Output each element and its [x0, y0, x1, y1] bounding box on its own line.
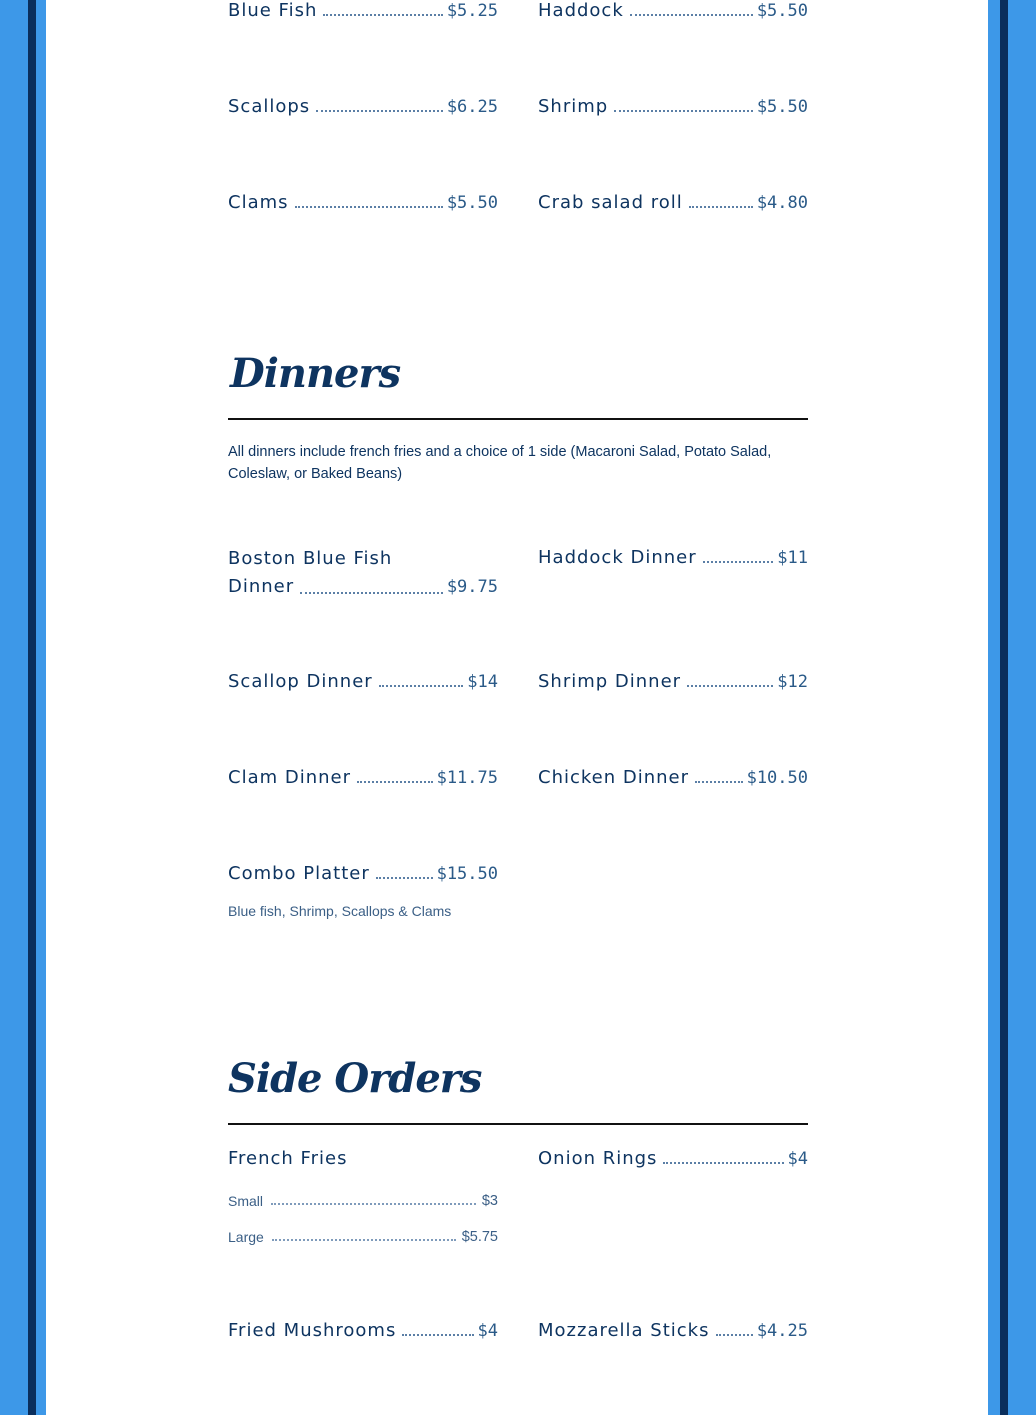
leader-dots	[379, 685, 464, 687]
leader-dots	[272, 1239, 456, 1241]
menu-item	[228, 545, 498, 601]
item-price: $11.75	[436, 768, 498, 788]
item-description: Blue fish, Shrimp, Scallops & Clams	[228, 903, 452, 919]
item-price: $4	[787, 1149, 808, 1169]
left-border-inner	[36, 0, 46, 1415]
item-price: $9.75	[446, 577, 498, 597]
item-name-line2: Dinner	[228, 576, 295, 597]
item-name: Clams	[228, 192, 289, 213]
item-name: Scallops	[228, 96, 311, 117]
leader-dots	[716, 1334, 753, 1336]
leader-dots	[687, 685, 773, 687]
leader-dots	[689, 206, 753, 208]
item-name: Scallop Dinner	[228, 671, 373, 692]
left-border-outer	[0, 0, 28, 1415]
menu-item	[228, 192, 498, 213]
item-price: $5.50	[446, 193, 498, 213]
leader-dots	[695, 781, 743, 783]
right-border-inner	[988, 0, 1000, 1415]
item-price: $5.25	[446, 1, 498, 21]
menu-item	[538, 767, 808, 788]
item-name: Chicken Dinner	[538, 767, 690, 788]
item-name: Crab salad roll	[538, 192, 683, 213]
size-price: $3	[481, 1193, 498, 1209]
menu-item	[228, 1320, 498, 1341]
leader-dots	[614, 110, 753, 112]
size-option	[228, 1193, 498, 1209]
item-price: $4	[477, 1321, 498, 1341]
leader-dots	[357, 781, 433, 783]
leader-dots	[376, 877, 433, 879]
leader-dots	[316, 110, 443, 112]
section-divider	[228, 418, 808, 420]
dinners-note: All dinners include french fries and a choice of 1 side (Macaroni Salad, Potato Salad, Coleslaw, or Baked Beans)	[228, 444, 772, 482]
item-name: Combo Platter	[228, 863, 370, 884]
right-border-stripe	[1000, 0, 1008, 1415]
item-price: $6.25	[446, 97, 498, 117]
item-name: Blue Fish	[228, 0, 318, 21]
item-name: Shrimp Dinner	[538, 671, 682, 692]
item-name-line1: Boston Blue Fish	[228, 548, 393, 569]
left-border-stripe	[28, 0, 36, 1415]
section-title-side-orders: Side Orders	[228, 1055, 482, 1102]
size-label: Small	[228, 1193, 264, 1209]
section-title-dinners: Dinners	[230, 350, 401, 397]
leader-dots	[703, 561, 774, 563]
item-name: Onion Rings	[538, 1148, 658, 1169]
menu-item	[538, 547, 808, 568]
item-name: Clam Dinner	[228, 767, 352, 788]
menu-item	[538, 96, 808, 117]
menu-item	[228, 0, 498, 21]
menu-item	[228, 671, 498, 692]
item-price: $10.50	[746, 768, 808, 788]
leader-dots	[295, 206, 443, 208]
item-price: $5.50	[756, 1, 808, 21]
menu-item	[538, 0, 808, 21]
menu-item	[538, 671, 808, 692]
size-option	[228, 1229, 498, 1245]
item-price: $15.50	[436, 864, 498, 884]
right-border-outer	[1008, 0, 1036, 1415]
item-name: Mozzarella Sticks	[538, 1320, 710, 1341]
item-name: French Fries	[228, 1148, 348, 1169]
leader-dots	[271, 1203, 476, 1205]
item-price: $4.25	[756, 1321, 808, 1341]
section-divider	[228, 1123, 808, 1125]
item-price: $12	[777, 672, 808, 692]
item-price: $5.50	[756, 97, 808, 117]
menu-item	[228, 1148, 498, 1169]
leader-dots	[323, 14, 442, 16]
menu-item	[228, 767, 498, 788]
item-price: $14	[467, 672, 498, 692]
item-name: Haddock Dinner	[538, 547, 697, 568]
leader-dots	[300, 592, 443, 594]
menu-item	[538, 192, 808, 213]
item-name: Fried Mushrooms	[228, 1320, 397, 1341]
menu-item	[538, 1320, 808, 1341]
size-price: $5.75	[461, 1229, 498, 1245]
size-label: Large	[228, 1229, 264, 1245]
item-name: Shrimp	[538, 96, 609, 117]
item-price: $11	[777, 548, 808, 568]
menu-item	[538, 1148, 808, 1169]
item-price: $4.80	[756, 193, 808, 213]
leader-dots	[630, 14, 753, 16]
leader-dots	[663, 1162, 783, 1164]
item-name: Haddock	[538, 0, 624, 21]
menu-item	[228, 863, 498, 884]
leader-dots	[402, 1334, 473, 1336]
menu-item	[228, 96, 498, 117]
